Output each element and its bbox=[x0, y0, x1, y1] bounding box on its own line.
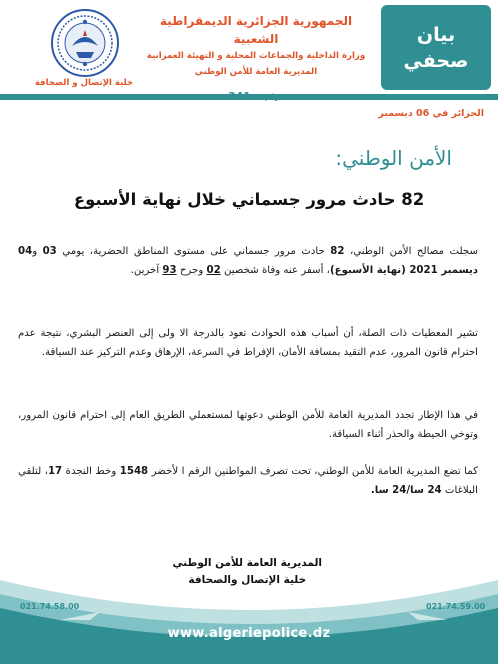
section-title: الأمن الوطني: bbox=[335, 146, 452, 170]
logo-caption: خلية الإتصال و الصحافة bbox=[34, 78, 134, 88]
footer-wave-graphic bbox=[0, 568, 498, 664]
main-headline: 82 حادث مرور جسماني خلال نهاية الأسبوع bbox=[73, 190, 425, 209]
reference-label: رقم : bbox=[259, 92, 280, 102]
p4-text-e: ، لتلقي البلاغات bbox=[18, 466, 478, 496]
p1-deaths: 02 bbox=[206, 265, 221, 276]
paragraph-2: تشير المعطيات ذات الصلة، أن أسباب هذه الحوادث تعود بالدرجة الا ولى إلى العنصر البشري، نتيجة عدم احترام قانون المرور، عدم التقيد بمسافة الأمان، الإفراط في السرعة، الإرهاق وعدم التركيز عند السياقة. bbox=[18, 328, 478, 358]
paragraph-1 bbox=[18, 242, 478, 280]
badge-line1: بيان bbox=[416, 23, 456, 46]
republic-title: الجمهورية الجزائرية الديمقراطية الشعبية bbox=[159, 14, 353, 46]
p4-green-number: 1548 bbox=[119, 466, 149, 477]
p4-hours: 24 سا/24 سا. bbox=[370, 485, 442, 496]
p4-emergency-number: 17 bbox=[47, 466, 63, 477]
paragraph-3: في هذا الإطار تجدد المديرية العامة للأمن الوطني دعوتها لمستعملي الطريق العام إلى احترام قانون المرور، وتوخي الحيطة والحذر أثناء السياقة. bbox=[18, 410, 478, 440]
p1-text-c: حادث مرور جسماني على مستوى المناطق الحضرية، يومي bbox=[56, 246, 331, 257]
p1-text-a: سجلت مصالح الأمن الوطني، bbox=[344, 246, 478, 257]
p1-accident-count: 82 bbox=[330, 246, 345, 257]
p1-day-03: 03 bbox=[42, 246, 57, 257]
p4-text-c: وخط النجدة bbox=[62, 466, 120, 477]
signature-line1: المديرية العامة للأمن الوطني bbox=[172, 557, 322, 569]
p1-text-e: و bbox=[32, 246, 43, 257]
p1-text-g: ، أسفر عنه وفاة شخصين bbox=[220, 265, 330, 276]
p1-date: 04 ديسمبر 2021 (نهاية الأسبوع) bbox=[18, 246, 478, 276]
p1-injured: 93 bbox=[162, 265, 177, 276]
p1-text-k: آخرين. bbox=[130, 265, 163, 276]
signature-line2: خلية الإتصال والصحافة bbox=[188, 574, 307, 586]
footer-wave bbox=[0, 568, 498, 664]
badge-line2: صحفي bbox=[403, 49, 469, 72]
p1-text-i: وجرح bbox=[176, 265, 207, 276]
ministry-title: وزارة الداخلية والجماعات المحلية و التهيئة العمرانية bbox=[146, 51, 366, 61]
footer-website-link[interactable]: www.algeriepolice.dz bbox=[167, 626, 331, 641]
footer-phone-number: 021.74.58.00 bbox=[20, 602, 80, 611]
paragraph-4 bbox=[18, 462, 478, 500]
press-release-badge bbox=[381, 5, 491, 90]
header-text-block bbox=[140, 12, 372, 80]
footer-fax-number: 021.74.59.00 bbox=[426, 602, 486, 611]
police-seal-logo bbox=[50, 8, 120, 78]
p4-text-a: كما تضع المديرية العامة للأمن الوطني، تحت تصرف المواطنين الرقم ا لأخضر bbox=[148, 466, 478, 477]
reference-number: 341 bbox=[228, 90, 251, 103]
issue-date: الجزائر في 06 ديسمبر bbox=[378, 108, 484, 119]
directorate-title: المديرية العامة للأمن الوطني bbox=[194, 67, 318, 77]
